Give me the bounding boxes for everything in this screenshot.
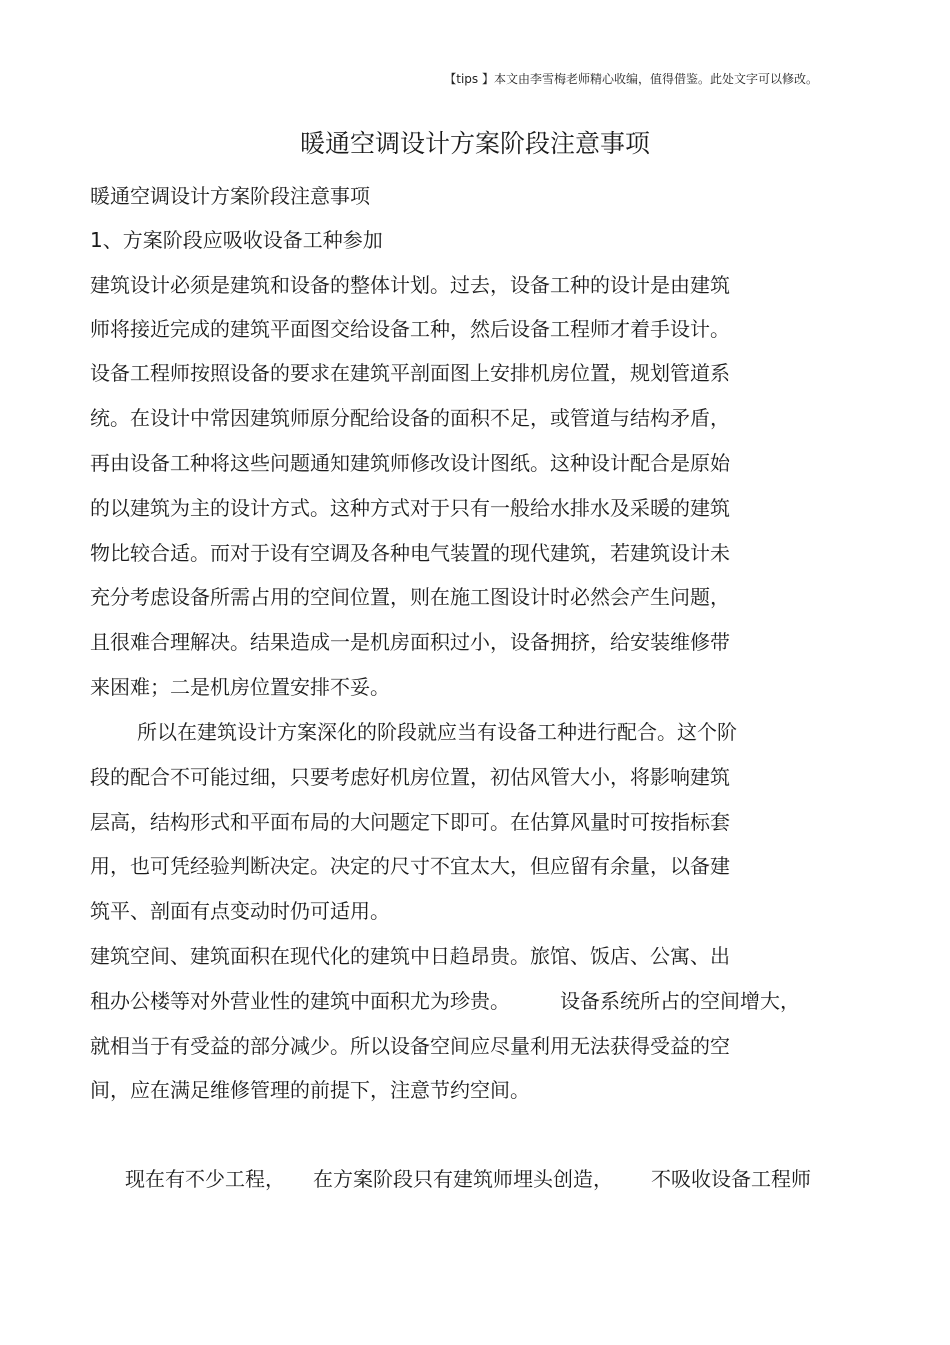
paragraph-line: 建筑空间、建筑面积在现代化的建筑中日趋昂贵。旅馆、饭店、公寓、出 — [90, 944, 730, 968]
paragraph-line: 所以在建筑设计方案深化的阶段就应当有设备工种进行配合。这个阶 — [137, 720, 737, 744]
paragraph-line: 筑平、剖面有点变动时仍可适用。 — [90, 899, 390, 923]
paragraph-line: 师将接近完成的建筑平面图交给设备工种，然后设备工程师才着手设计。 — [90, 317, 730, 341]
header-note: 【tips 】本文由李雪梅老师精心收编，值得借鉴。此处文字可以修改。 — [444, 72, 818, 86]
paragraph-line: 段的配合不可能过细，只要考虑好机房位置，初估风管大小，将影响建筑 — [90, 765, 730, 789]
paragraph-line: 间，应在满足维修管理的前提下，注意节约空间。 — [90, 1078, 530, 1102]
paragraph-line: 建筑设计必须是建筑和设备的整体计划。过去，设备工种的设计是由建筑 — [90, 273, 730, 297]
paragraph-line: 充分考虑设备所需占用的空间位置，则在施工图设计时必然会产生问题， — [90, 585, 730, 609]
paragraph-line: 的以建筑为主的设计方式。这种方式对于只有一般给水排水及采暖的建筑 — [90, 496, 730, 520]
paragraph-segment: 不吸收设备工程师 — [651, 1167, 811, 1191]
document-title: 暖通空调设计方案阶段注意事项 — [299, 129, 650, 158]
paragraph-segment: 在方案阶段只有建筑师埋头创造， — [313, 1167, 613, 1191]
paragraph-line: 用，也可凭经验判断决定。决定的尺寸不宜太大，但应留有余量，以备建 — [90, 854, 730, 878]
paragraph-line: 来困难；二是机房位置安排不妥。 — [90, 675, 390, 699]
paragraph-line: 层高，结构形式和平面布局的大问题定下即可。在估算风量时可按指标套 — [90, 810, 730, 834]
paragraph-line: 设备工程师按照设备的要求在建筑平剖面图上安排机房位置，规划管道系 — [90, 361, 730, 385]
paragraph-line: 物比较合适。而对于设有空调及各种电气装置的现代建筑，若建筑设计未 — [90, 541, 730, 565]
subtitle: 暖通空调设计方案阶段注意事项 — [90, 184, 370, 208]
paragraph-segment: 租办公楼等对外营业性的建筑中面积尤为珍贵。 — [90, 989, 510, 1013]
paragraph-line: 就相当于有受益的部分减少。所以设备空间应尽量利用无法获得受益的空 — [90, 1034, 730, 1058]
paragraph-line: 且很难合理解决。结果造成一是机房面积过小，设备拥挤，给安装维修带 — [90, 630, 730, 654]
paragraph-segment: 设备系统所占的空间增大， — [560, 989, 800, 1013]
paragraph-segment: 现在有不少工程， — [125, 1167, 285, 1191]
paragraph-line: 统。在设计中常因建筑师原分配给设备的面积不足，或管道与结构矛盾， — [90, 406, 730, 430]
paragraph-line — [125, 1165, 811, 1193]
paragraph-line — [90, 987, 800, 1015]
section-heading: 1、方案阶段应吸收设备工种参加 — [90, 228, 383, 252]
paragraph-line: 再由设备工种将这些问题通知建筑师修改设计图纸。这种设计配合是原始 — [90, 451, 730, 475]
